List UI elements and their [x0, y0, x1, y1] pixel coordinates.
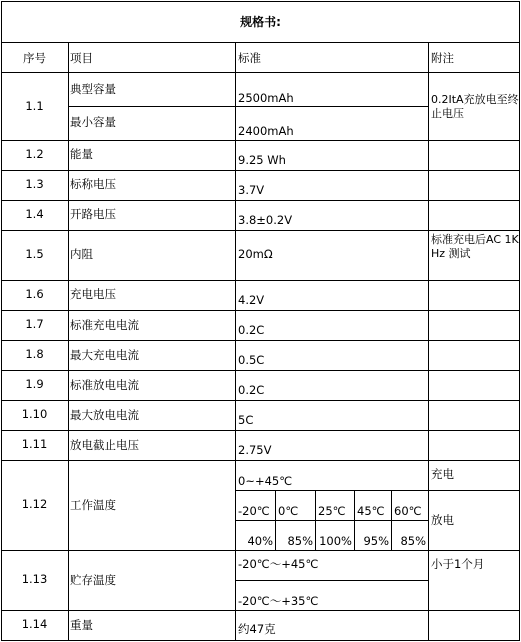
- discharge-pct: 40%: [247, 534, 273, 548]
- row-standard: 0.2C: [238, 323, 265, 337]
- row-item: 最小容量: [70, 115, 116, 129]
- discharge-pct: 85%: [400, 534, 426, 548]
- discharge-temp: 25℃: [318, 504, 346, 518]
- row-note: 0.2ItA充放电至终止电压: [431, 93, 519, 120]
- row-standard: 9.25 Wh: [238, 153, 286, 167]
- row-standard: 5C: [238, 413, 254, 427]
- discharge-note: 放电: [431, 513, 454, 527]
- row-standard: 3.7V: [238, 183, 265, 197]
- header-standard: 标准: [238, 51, 261, 65]
- discharge-temp: -20℃: [238, 504, 270, 518]
- discharge-pct: 95%: [363, 534, 389, 548]
- row-standard: 0.5C: [238, 353, 265, 367]
- row-item: 贮存温度: [70, 573, 116, 587]
- discharge-temp: 60℃: [394, 504, 422, 518]
- row-item: 典型容量: [70, 82, 116, 96]
- row-item: 标准放电电流: [70, 378, 139, 392]
- row-item: 最大充电电流: [70, 348, 139, 362]
- row-item: 放电截止电压: [70, 438, 139, 452]
- row-item: 重量: [70, 618, 93, 632]
- discharge-temp: 0℃: [278, 504, 299, 518]
- row-note: 小于1个月: [431, 557, 485, 571]
- header-note: 附注: [431, 51, 454, 65]
- charge-note: 充电: [431, 467, 454, 481]
- row-no: 1.13: [21, 572, 48, 586]
- row-no: 1.9: [25, 377, 44, 391]
- discharge-temp: 45℃: [357, 504, 385, 518]
- row-no: 1.12: [21, 497, 48, 511]
- row-item: 充电电压: [70, 287, 116, 301]
- row-no: 1.1: [25, 99, 44, 113]
- spec-title: 规格书:: [240, 15, 281, 29]
- discharge-pct: 85%: [287, 534, 313, 548]
- row-item: 标称电压: [70, 177, 116, 191]
- row-item: 工作温度: [70, 498, 116, 512]
- row-item: 内阻: [70, 247, 93, 261]
- row-standard: 2.75V: [238, 443, 272, 457]
- row-no: 1.14: [21, 617, 48, 631]
- row-standard: 4.2V: [238, 293, 265, 307]
- row-item: 能量: [70, 147, 93, 161]
- row-standard: -20℃～+35℃: [238, 594, 319, 608]
- charge-range: 0~+45℃: [238, 474, 293, 488]
- row-standard: 3.8±0.2V: [238, 213, 293, 227]
- row-standard: 2400mAh: [238, 124, 294, 138]
- row-standard: -20℃～+45℃: [238, 557, 319, 571]
- row-item: 最大放电电流: [70, 408, 139, 422]
- row-standard: 约47克: [238, 622, 276, 636]
- header-no: 序号: [23, 51, 46, 65]
- row-no: 1.11: [21, 437, 48, 451]
- row-no: 1.5: [25, 247, 44, 261]
- discharge-pct: 100%: [319, 534, 352, 548]
- row-item: 开路电压: [70, 207, 116, 221]
- row-note: 标准充电后AC 1KHz 测试: [431, 233, 519, 260]
- row-no: 1.8: [25, 347, 44, 361]
- row-no: 1.2: [25, 147, 44, 161]
- row-standard: 20mΩ: [238, 247, 273, 261]
- row-standard: 2500mAh: [238, 91, 294, 105]
- row-item: 标准充电电流: [70, 318, 139, 332]
- row-no: 1.4: [25, 207, 44, 221]
- row-no: 1.7: [25, 317, 44, 331]
- header-item: 项目: [70, 51, 93, 65]
- row-no: 1.10: [21, 407, 48, 421]
- row-no: 1.6: [25, 287, 44, 301]
- row-no: 1.3: [25, 177, 44, 191]
- row-standard: 0.2C: [238, 383, 265, 397]
